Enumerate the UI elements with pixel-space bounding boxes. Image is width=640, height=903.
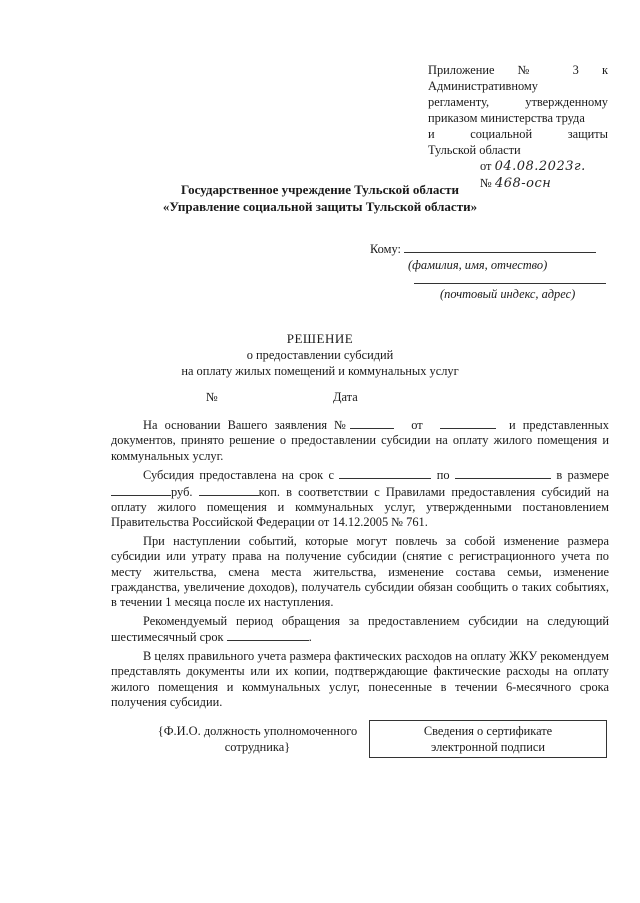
paragraph-5: В целях правильного учета размера фактических расходов на оплату ЖКУ рекомендуем представлять документы или их копии, подтверждающие фактические расходы на оплату жилого помещения и коммунальных услуг, понесенные в течении 6-месячного срока получения субсидии.: [111, 648, 609, 709]
signature-box-line-2: электронной подписи: [431, 740, 545, 754]
appendix-date-handwritten: 04.08.2023г.: [494, 159, 586, 174]
application-date-blank: [440, 417, 496, 429]
paragraph-2: Субсидия предоставлена на срок с по в размере руб. коп. в соответствии с Правилами предоставления субсидий на оплату жилого помещения и коммунальных услуг, утвержденными постановлением Правительства Российской Федерации от 14.12.2005 № 761.: [111, 468, 609, 530]
appendix-line-6: Тульской области: [428, 143, 521, 157]
fio-line-2: сотрудника}: [224, 740, 291, 754]
period-start-blank: [339, 467, 431, 479]
paragraph-1: На основании Вашего заявления № от и представленных документов, принято решение о предоставлении субсидии на оплату жилого помещения и коммунальных услуг.: [111, 418, 609, 463]
period-end-blank: [455, 467, 551, 479]
title-line-3: на оплату жилых помещений и коммунальных услуг: [181, 364, 459, 378]
paragraph-3: При наступлении событий, которые могут повлечь за собой изменение размера субсидии или утрату права на получение субсидии (снятие с регистрационного учета по месту жительства, смена места жительства, изменение состава семьи, изменение гражданства, увеличение доходов), получатель субсидии обязан сообщить о таких событиях, в течении 1 месяца после их наступления.: [111, 533, 609, 610]
recipient-name-caption: (фамилия, имя, отчество): [408, 258, 548, 272]
recipient-to: [370, 241, 596, 257]
electronic-signature-box: [369, 720, 607, 758]
next-period-blank: [227, 629, 309, 641]
fio-line-1: {Ф.И.О. должность уполномоченного: [157, 724, 358, 738]
recipient-address-caption: (почтовый индекс, адрес): [440, 287, 576, 301]
decision-date-label: Дата: [333, 390, 358, 404]
appendix-line-2: Административному: [428, 79, 538, 93]
signature-box-line-1: Сведения о сертификате: [423, 724, 553, 738]
recipient-to-label: Кому:: [370, 242, 401, 256]
appendix-number: № 468-осн: [480, 176, 552, 191]
organization-heading: [0, 181, 640, 215]
paragraph-4: Рекомендуемый период обращения за предоставлением субсидии на следующий шестимесячный срок .: [111, 613, 609, 645]
document-title: [0, 331, 640, 379]
appendix-date: от 04.08.2023г.: [480, 159, 586, 174]
appendix-block: [428, 62, 608, 192]
recipient-address-line: [414, 283, 606, 284]
title-line-2: о предоставлении субсидий: [246, 348, 394, 362]
title-main: РЕШЕНИЕ: [286, 331, 354, 346]
organization-line-2: «Управление социальной защиты Тульской области»: [162, 199, 478, 214]
document-body: [111, 417, 609, 713]
official-signature-placeholder: [150, 723, 365, 755]
amount-kop-blank: [199, 484, 259, 496]
amount-rub-blank: [111, 484, 171, 496]
appendix-line-5: и социальной защиты: [428, 127, 608, 141]
appendix-line-4: приказом министерства труда: [428, 111, 585, 125]
organization-line-1: Государственное учреждение Тульской области: [180, 182, 460, 197]
appendix-line-1: Приложение № 3 к: [428, 63, 608, 77]
recipient-name-line: [404, 241, 596, 253]
appendix-line-3: регламенту, утвержденному: [428, 95, 608, 109]
appendix-number-handwritten: 468-осн: [494, 176, 552, 191]
application-number-blank: [350, 417, 394, 429]
decision-number-label: №: [206, 390, 218, 404]
